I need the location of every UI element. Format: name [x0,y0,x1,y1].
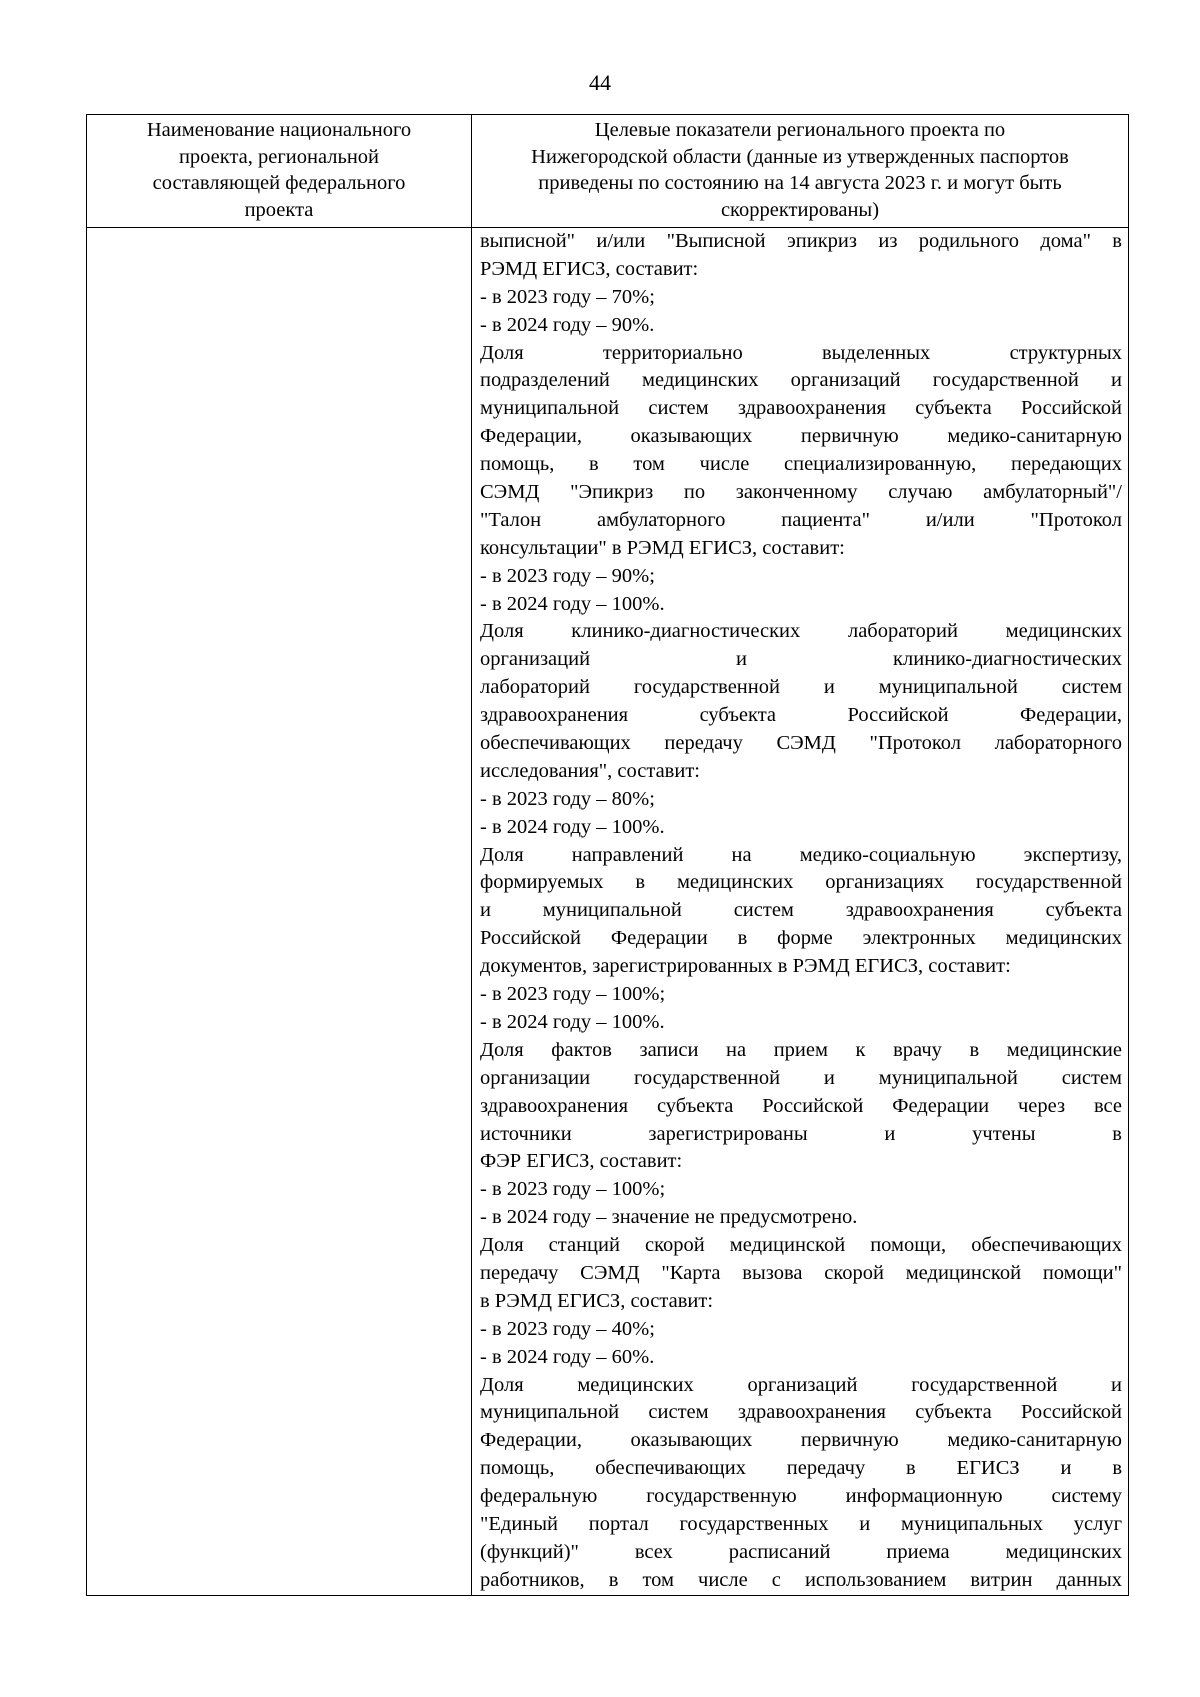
indicator-text-line: - в 2024 году – 90%. [480,313,655,336]
indicator-text-line: Федерации, оказывающих первичную медико-санитарную [480,425,1122,448]
indicator-text-line: ФЭР ЕГИСЗ, составит: [480,1150,683,1173]
indicator-text-line: федеральную государственную информационную систему [480,1485,1122,1508]
indicator-text-line: муниципальной систем здравоохранения субъекта Российской [480,1401,1122,1424]
indicator-text-line: источники зарегистрированы и учтены в [480,1122,1122,1145]
page-number: 44 [589,70,611,95]
header-line: приведены по состоянию на 14 августа 2023 г. и могут быть [538,172,1062,194]
indicator-text-line: Доля медицинских организаций государственной и [480,1373,1122,1396]
indicator-text-line: передачу СЭМД "Карта вызова скорой медицинской помощи" [480,1261,1122,1284]
indicator-text-line: - в 2024 году – 100%. [480,592,665,615]
indicator-text-line: - в 2023 году – 100%; [480,1178,666,1201]
header-line: Наименование национального [146,119,412,141]
indicator-text-line: - в 2024 году – значение не предусмотрено. [480,1206,858,1229]
indicator-text-line: Российской Федерации в форме электронных медицинских [480,927,1122,950]
header-line: скорректированы) [720,198,880,221]
indicator-text-line: документов, зарегистрированных в РЭМД ЕГИСЗ, составит: [480,955,1011,978]
indicator-text-line: Доля станций скорой медицинской помощи, обеспечивающих [480,1234,1122,1257]
indicator-text-line: исследования", составит: [480,759,700,782]
header-line: проекта, региональной [178,145,380,168]
indicator-text-line: муниципальной систем здравоохранения субъекта Российской [480,397,1122,420]
indicator-text-line: РЭМД ЕГИСЗ, составит: [480,257,699,280]
indicator-text-line: формируемых в медицинских организациях государственной [480,871,1122,894]
indicator-text-line: выписной" и/или "Выписной эпикриз из родильного дома" в [480,230,1122,252]
indicator-text-line: - в 2023 году – 80%; [480,787,655,810]
indicator-text-line: - в 2024 году – 60%. [480,1345,655,1368]
indicator-text-line: обеспечивающих передачу СЭМД "Протокол лабораторного [480,732,1122,755]
indicator-text-line: "Единый портал государственных и муниципальных услуг [480,1512,1122,1535]
indicator-text-line: - в 2023 году – 40%; [480,1317,655,1340]
indicator-text-line: в РЭМД ЕГИСЗ, составит: [480,1289,714,1312]
indicator-text-line: здравоохранения субъекта Российской Федерации через все [480,1094,1122,1117]
indicator-text-line: Доля фактов записи на прием к врачу в медицинские [480,1038,1122,1061]
indicator-text-line: - в 2023 году – 70%; [480,285,655,308]
indicator-text-line: - в 2024 году – 100%. [480,1010,665,1033]
indicator-text-line: "Талон амбулаторного пациента" и/или "Протокол [480,508,1122,531]
header-line: Целевые показатели регионального проекта по [594,119,1006,141]
indicator-text-line: здравоохранения субъекта Российской Федерации, [480,704,1122,727]
indicator-text-line: подразделений медицинских организаций государственной и [480,369,1122,392]
indicator-text-line: организации государственной и муниципальной систем [480,1066,1122,1089]
project-name-cell [87,228,472,1596]
header-target-indicators [472,115,1129,228]
indicator-text-line: организаций и клинико-диагностических [480,648,1122,671]
indicator-text-line: помощь, в том числе специализированную, передающих [480,453,1122,476]
indicator-text-line: лабораторий государственной и муниципальной систем [480,676,1122,699]
header-line: проекта [244,198,314,221]
indicator-text-line: и муниципальной систем здравоохранения субъекта [480,899,1122,922]
table-row [87,228,1129,1596]
header-line: Нижегородской области (данные из утвержденных паспортов [531,145,1069,168]
indicator-text-line: СЭМД "Эпикриз по законченному случаю амбулаторный"/ [480,481,1122,504]
indicator-text-line: консультации" в РЭМД ЕГИСЗ, составит: [480,536,845,559]
indicator-text-line: Доля клинико-диагностических лабораторий медицинских [480,620,1122,643]
indicator-text-line: - в 2024 году – 100%. [480,815,665,838]
indicators-table [86,114,1129,1596]
indicators-cell [472,228,1129,1596]
header-line: составляющей федерального [152,172,406,194]
indicator-text-line: - в 2023 году – 100%; [480,983,666,1006]
table-header-row [87,115,1129,228]
indicator-text-line: - в 2023 году – 90%; [480,564,655,587]
indicator-text-line: (функций)" всех расписаний приема медицинских [480,1540,1122,1563]
indicator-text-line: помощь, обеспечивающих передачу в ЕГИСЗ и в [480,1457,1122,1480]
indicator-text-line: Доля территориально выделенных структурных [480,341,1122,364]
indicator-text-line: работников, в том числе с использованием витрин данных [480,1568,1122,1591]
indicator-text-line: Федерации, оказывающих первичную медико-санитарную [480,1429,1122,1452]
indicator-text-line: Доля направлений на медико-социальную экспертизу, [480,843,1122,866]
header-national-project [87,115,472,228]
